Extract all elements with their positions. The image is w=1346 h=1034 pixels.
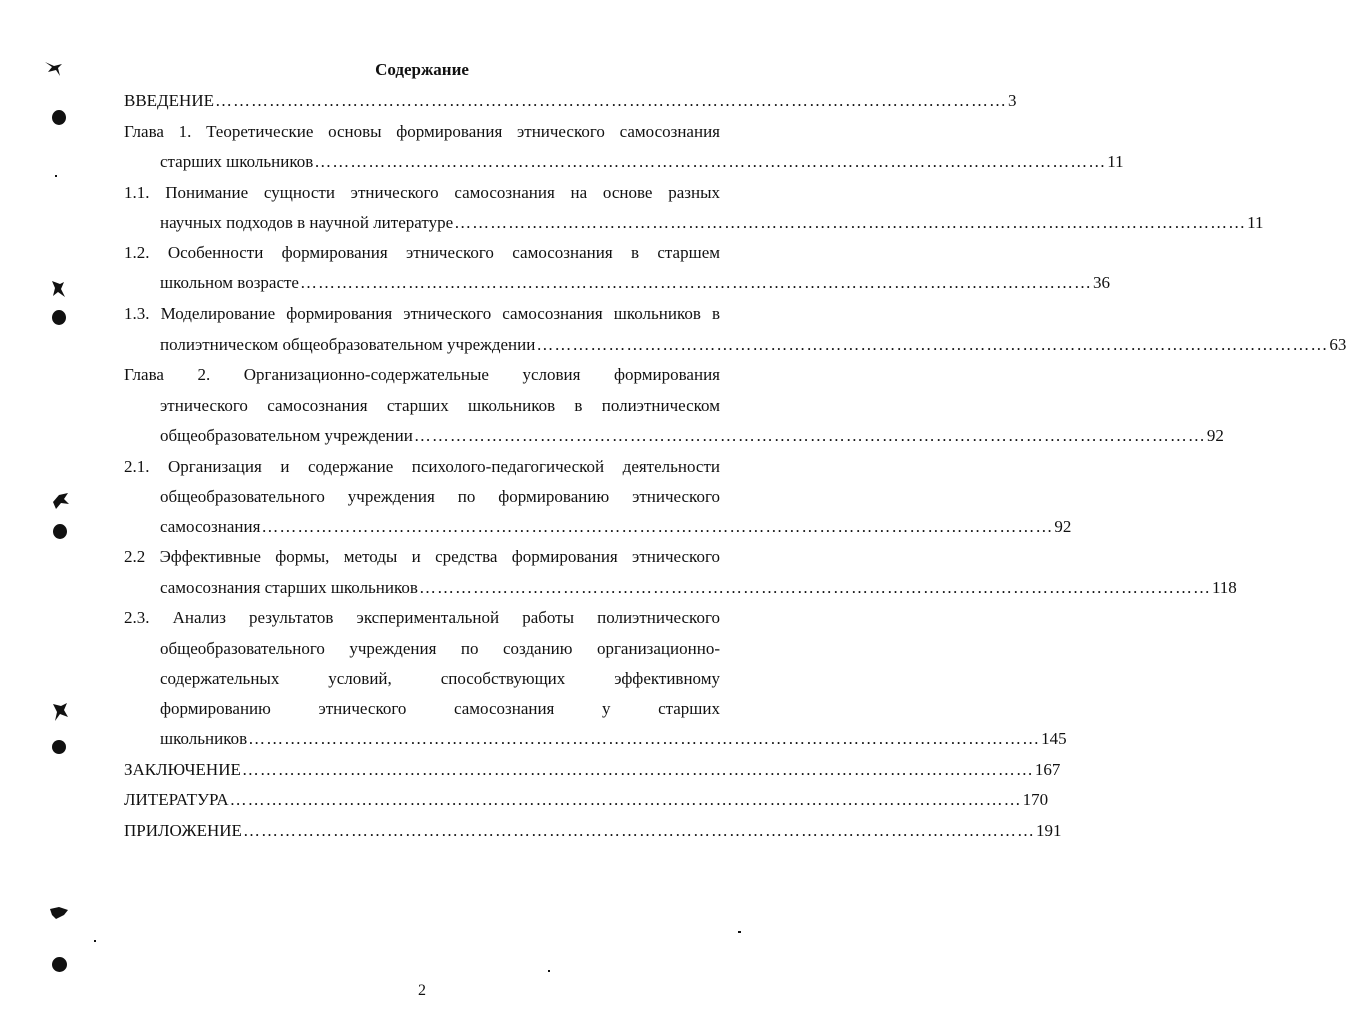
toc-entry-1-1: 1.1. Понимание сущности этнического самосознания на основе разных: [124, 183, 720, 202]
toc-entry-chapter-2-line-2: этнического самосознания старших школьников в полиэтническом: [160, 396, 720, 415]
toc-entry-label: самосознания старших школьников: [160, 578, 418, 597]
toc-page-number: 36: [1092, 273, 1110, 292]
toc-entry-literature: ЛИТЕРАТУРА …………………………………………………………………………………………………………………… 170: [124, 790, 1049, 809]
toc-entry-1-2: 1.2. Особенности формирования этнического самосознания в старшем: [124, 243, 720, 262]
scan-mark-5: [47, 903, 71, 923]
toc-entry-2-3: 2.3. Анализ результатов экспериментальной работы полиэтнического: [124, 608, 720, 627]
toc-entry-2-1-line-3: самосознания …………………………………………………………………………………………………………………… 92: [160, 517, 1072, 536]
toc-entry-chapter-2-line-3: общеобразовательном учреждении …………………………………………………………………………………………………………………… 92: [160, 426, 1224, 445]
toc-page-number: 11: [1247, 213, 1264, 232]
toc-entry-chapter-1: Глава 1. Теоретические основы формирования этнического самосознания: [124, 122, 720, 141]
toc-entry-2-3-line-3: содержательных условий, способствующих эффективному: [160, 669, 720, 688]
toc-page-number: 145: [1041, 729, 1067, 748]
toc-entry-appendix: ПРИЛОЖЕНИЕ …………………………………………………………………………………………………………………… 191: [124, 821, 1062, 840]
toc-entry-label: научных подходов в научной литературе: [160, 213, 454, 232]
toc-entry-2-3-line-5: школьников …………………………………………………………………………………………………………………… 145: [160, 729, 1067, 748]
scan-mark-4: [49, 700, 71, 724]
toc-page-number: 3: [1007, 91, 1017, 110]
toc-entry-1-3-continued: полиэтническом общеобразовательном учреждении …………………………………………………………………………………………………………………… 63: [160, 335, 1346, 354]
scan-speck-4: [548, 970, 550, 972]
toc-page-number: 92: [1054, 517, 1072, 536]
scan-speck-3: [738, 931, 741, 933]
toc-entry-label: общеобразовательном учреждении: [160, 426, 413, 445]
toc-entry-1-1-continued: научных подходов в научной литературе …………………………………………………………………………………………………………………… 11: [160, 213, 1264, 232]
scan-mark-1: [42, 58, 64, 80]
toc-entry-2-2: 2.2 Эффективные формы, методы и средства формирования этнического: [124, 547, 720, 566]
toc-entry-chapter-1-continued: старших школьников …………………………………………………………………………………………………………………… 11: [160, 152, 1124, 171]
toc-entry-label: самосознания: [160, 517, 261, 536]
toc-entry-1-2-continued: школьном возрасте …………………………………………………………………………………………………………………… 36: [160, 273, 1110, 292]
toc-entry-label: полиэтническом общеобразовательном учреждении: [160, 335, 536, 354]
toc-page-number: 63: [1329, 335, 1346, 354]
toc-entry-label: старших школьников: [160, 152, 314, 171]
toc-entry-1-3: 1.3. Моделирование формирования этнического самосознания школьников в: [124, 304, 720, 323]
toc-entry-chapter-2: Глава 2. Организационно-содержательные условия формирования: [124, 365, 720, 384]
scan-blob-1: [52, 110, 66, 125]
scan-mark-3: [50, 490, 72, 512]
toc-entry-label: школьном возрасте: [160, 273, 299, 292]
toc-page-number: 167: [1034, 760, 1061, 779]
page-number: 2: [418, 982, 426, 999]
toc-entry-label: ПРИЛОЖЕНИЕ: [124, 821, 242, 840]
scan-blob-3: [53, 524, 67, 539]
toc-page-number: 92: [1206, 426, 1224, 445]
toc-entry-label: школьников: [160, 729, 248, 748]
toc-entry-introduction: ВВЕДЕНИЕ …………………………………………………………………………………………………………………… 3: [124, 91, 1017, 110]
toc-page-number: 11: [1107, 152, 1124, 171]
scan-mark-2: [48, 278, 68, 300]
toc-entry-conclusion: ЗАКЛЮЧЕНИЕ …………………………………………………………………………………………………………………… 167: [124, 760, 1061, 779]
toc-entry-2-1: 2.1. Организация и содержание психолого-педагогической деятельности: [124, 457, 720, 476]
toc-entry-2-1-line-2: общеобразовательного учреждения по формированию этнического: [160, 487, 720, 506]
toc-entry-label: ВВЕДЕНИЕ: [124, 91, 214, 110]
scan-speck-1: [55, 175, 57, 177]
toc-page-number: 118: [1211, 578, 1237, 597]
scan-blob-4: [52, 740, 66, 754]
toc-entry-label: ЛИТЕРАТУРА: [124, 790, 229, 809]
scan-blob-2: [52, 310, 66, 325]
toc-entry-2-2-continued: самосознания старших школьников …………………………………………………………………………………………………………………… 118: [160, 578, 1237, 597]
toc-page-number: 170: [1022, 790, 1049, 809]
scan-speck-2: [94, 940, 96, 942]
toc-page-number: 191: [1035, 821, 1062, 840]
scan-blob-5: [52, 957, 67, 972]
toc-entry-2-3-line-4: формированию этнического самосознания у старших: [160, 699, 720, 718]
toc-entry-2-3-line-2: общеобразовательного учреждения по созданию организационно-: [160, 639, 720, 658]
toc-entry-label: ЗАКЛЮЧЕНИЕ: [124, 760, 241, 779]
page-title: Содержание: [375, 60, 469, 79]
